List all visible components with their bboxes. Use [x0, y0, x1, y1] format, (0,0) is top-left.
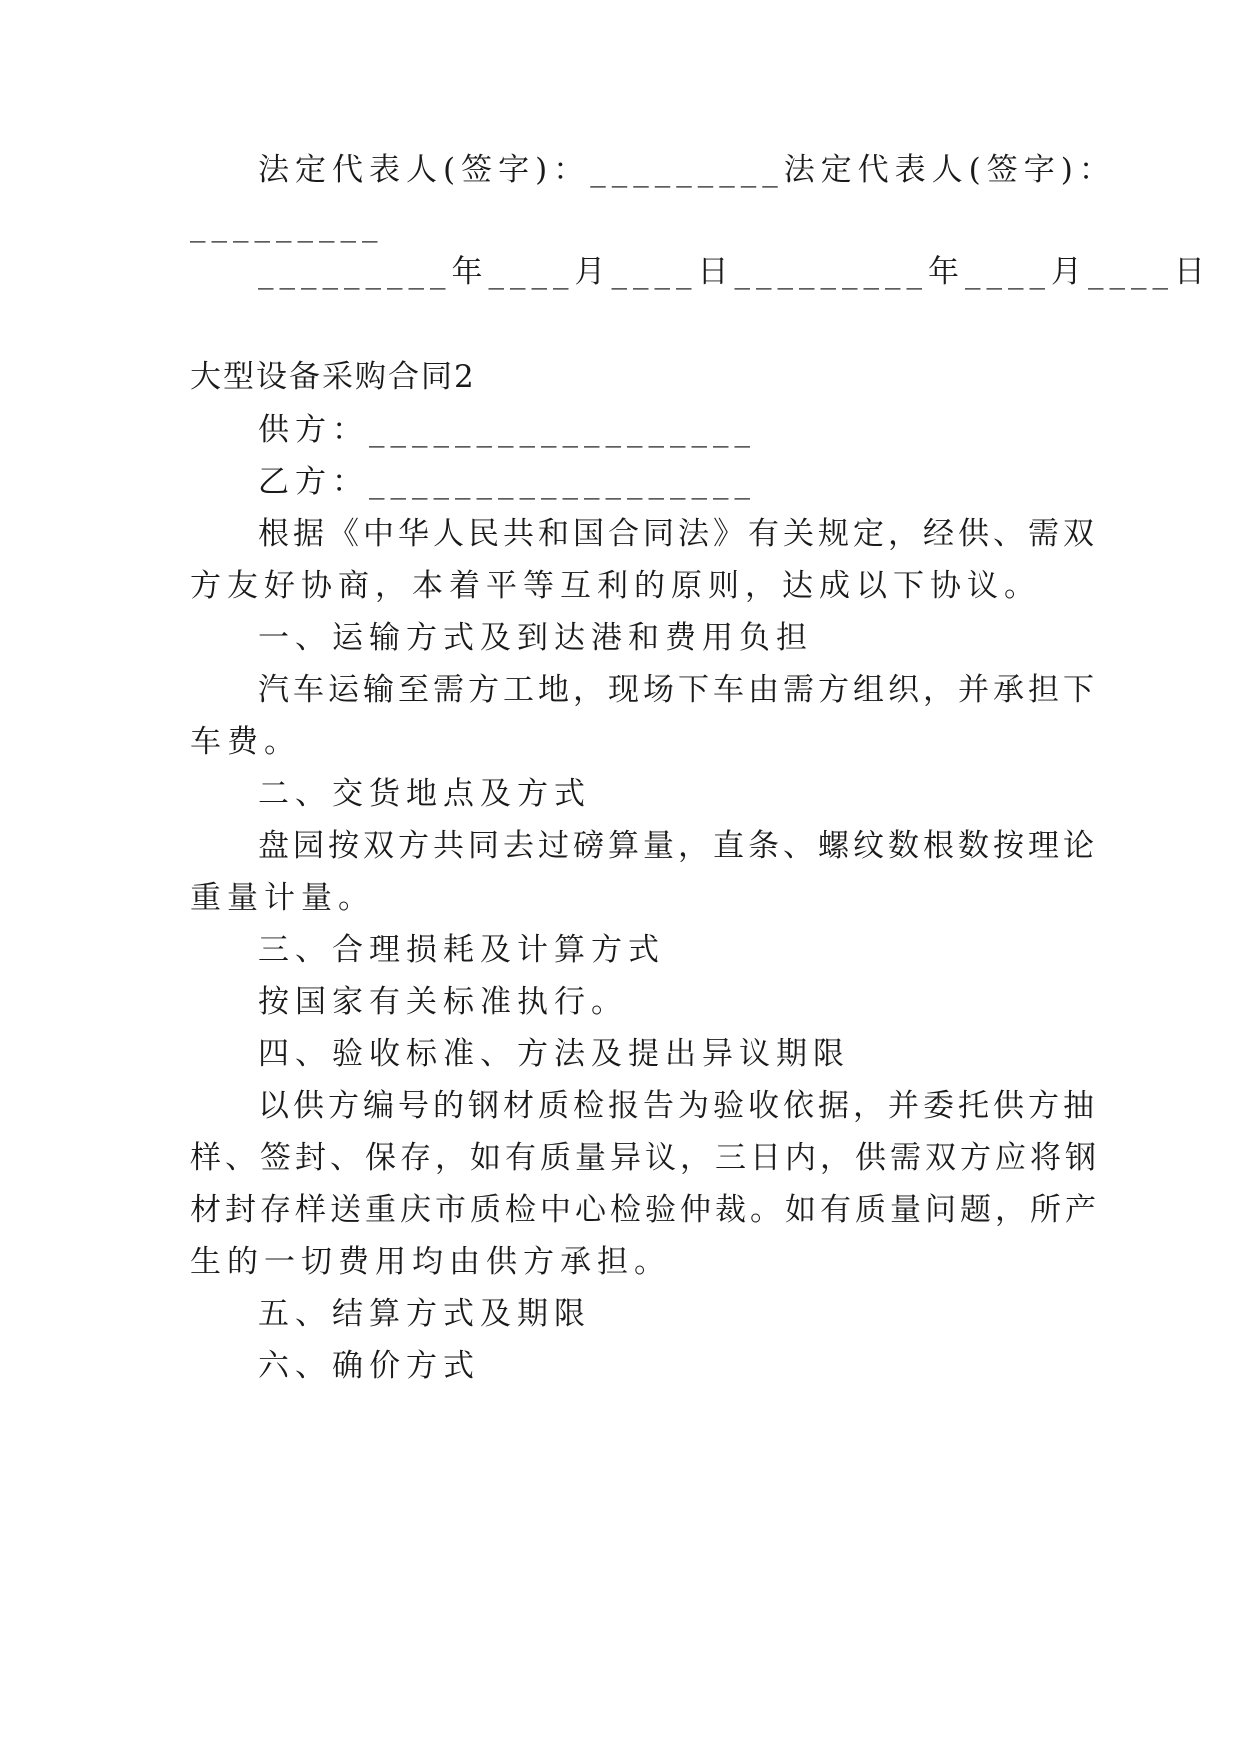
- section-2-heading: 二、交货地点及方式: [258, 776, 591, 812]
- section-4-text-line-1: 以供方编号的钢材质检报告为验收依据，并委托供方抽: [258, 1088, 1098, 1124]
- signature-line-continuation: _________: [190, 207, 384, 243]
- section-1-text-line-1: 汽车运输至需方工地，现场下车由需方组织，并承担下: [258, 672, 1098, 708]
- party-b-line: 乙方：__________________: [258, 464, 756, 500]
- section-4-heading: 四、验收标准、方法及提出异议期限: [258, 1036, 850, 1072]
- section-3-text-line-1: 按国家有关标准执行。: [258, 984, 628, 1020]
- intro-paragraph-line-2: 方友好协商，本着平等互利的原则，达成以下协议。: [190, 568, 1041, 604]
- section-1-text-line-2: 车费。: [190, 724, 301, 760]
- section-4-text-line-4: 生的一切费用均由供方承担。: [190, 1244, 671, 1280]
- intro-paragraph-line-1: 根据《中华人民共和国合同法》有关规定，经供、需双: [258, 516, 1098, 552]
- section-2-text-line-1: 盘园按双方共同去过磅算量，直条、螺纹数根数按理论: [258, 828, 1098, 864]
- section-5-heading: 五、结算方式及期限: [258, 1296, 591, 1332]
- section-3-heading: 三、合理损耗及计算方式: [258, 932, 665, 968]
- signature-line: 法定代表人(签字)：_________法定代表人(签字)：: [258, 152, 1116, 188]
- date-line: _________年____月____日_________年____月____日: [258, 254, 1211, 290]
- section-2-text-line-2: 重量计量。: [190, 880, 375, 916]
- section-4-text-line-3: 材封存样送重庆市质检中心检验仲裁。如有质量问题，所产: [190, 1192, 1100, 1228]
- supplier-line: 供方：__________________: [258, 412, 756, 448]
- section-6-heading: 六、确价方式: [258, 1348, 480, 1384]
- contract-title: 大型设备采购合同2: [190, 359, 476, 395]
- section-4-text-line-2: 样、签封、保存，如有质量异议，三日内，供需双方应将钢: [190, 1140, 1100, 1176]
- section-1-heading: 一、运输方式及到达港和费用负担: [258, 620, 813, 656]
